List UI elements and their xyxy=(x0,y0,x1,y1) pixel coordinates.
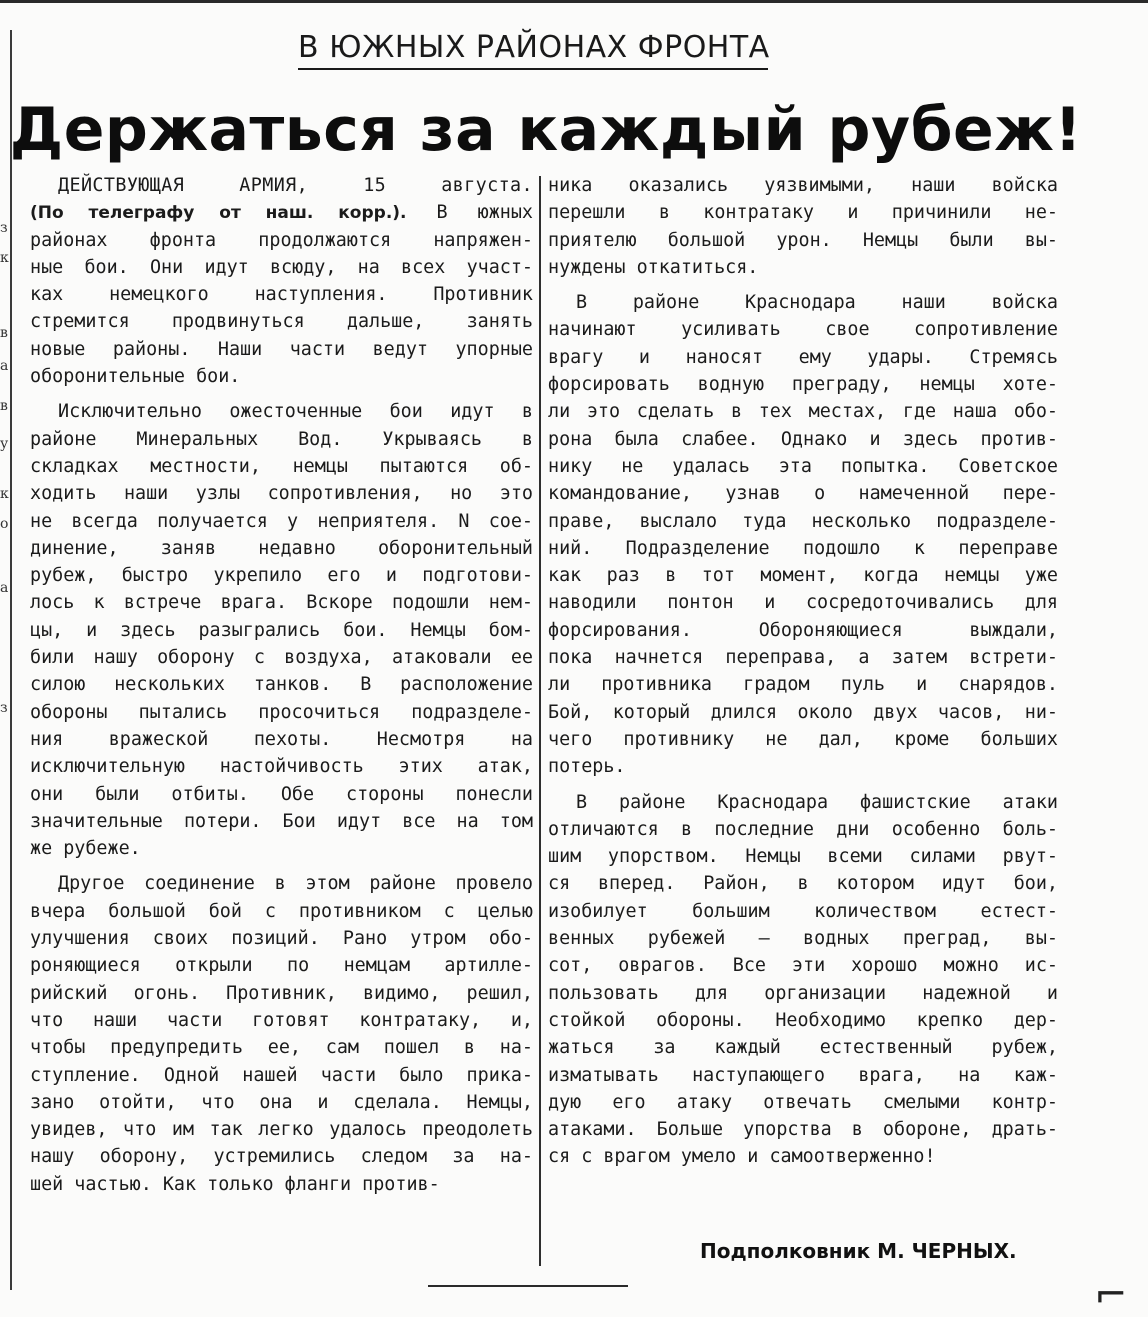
text-line: перешли в контратаку и причинили не- xyxy=(548,202,1058,224)
text-line: пока начнется переправа, а затем встрети- xyxy=(548,647,1058,669)
text-line: что наши части готовят контратаку, и, xyxy=(30,1009,533,1031)
text-line: наводили понтон и сосредоточивались для xyxy=(548,592,1058,614)
text-line: районах фронта продолжаются напряжен- xyxy=(30,229,533,251)
text-line: Другое соединение в этом районе провело xyxy=(58,873,533,895)
text-line: ДЕЙСТВУЮЩАЯ АРМИЯ, 15 августа. xyxy=(58,175,533,196)
left-column-rule xyxy=(10,30,12,1290)
text-line: не всегда получается у неприятеля. N сое- xyxy=(30,510,533,532)
text-line: шим упорством. Немцы всеми силами рвут- xyxy=(548,846,1058,868)
text-line: зано отойти, что она и сделала. Немцы, xyxy=(30,1091,533,1113)
text-line: цы, и здесь разыгрались бои. Немцы бом- xyxy=(30,619,533,641)
gutter-fragment: а xyxy=(0,358,9,374)
text-line: обороны пытались просочиться подразделе- xyxy=(30,701,533,723)
gutter-fragment: к xyxy=(0,486,9,502)
paragraph-break xyxy=(548,781,1058,789)
text-line: нашу оборону, устремились следом за на- xyxy=(30,1146,533,1168)
text-line: лось к встрече врага. Вскоре подошли нем- xyxy=(30,592,533,614)
section-rubric: В ЮЖНЫХ РАЙОНАХ ФРОНТА xyxy=(298,30,770,65)
text-line: рона была слабее. Однако и здесь против- xyxy=(548,428,1058,450)
text-line: ли это сделать в тех местах, где наша обо- xyxy=(548,401,1058,423)
text-line: форсировать водную преграду, немцы хоте- xyxy=(548,374,1058,396)
paragraph-break xyxy=(30,390,533,398)
text-line: ходить наши узлы сопротивления, но это xyxy=(30,483,533,505)
text-line: стремится продвинуться дальше, занять xyxy=(30,311,533,333)
text-line: увидев, что им так легко удалось преодолеть xyxy=(30,1119,533,1141)
text-line: оборонительные бои. xyxy=(30,366,241,388)
rubric-underline xyxy=(298,68,768,70)
text-line: (По телеграфу от наш. корр.). В южных xyxy=(30,202,533,224)
author-signature: Подполковник М. ЧЕРНЫХ. xyxy=(700,1239,1017,1263)
text-line: складках местности, немцы пытаются об- xyxy=(30,455,533,477)
text-line: ные бои. Они идут всюду, на всех участ- xyxy=(30,256,533,278)
text-line: роняющиеся открыли по немцам артилле- xyxy=(30,955,533,977)
article-column-left xyxy=(30,172,533,1198)
text-line: чего противнику не дал, кроме больших xyxy=(548,728,1058,750)
text-line: форсирования. Обороняющиеся выждали, xyxy=(548,619,1058,641)
text-line: потерь. xyxy=(548,756,626,778)
telegraph-credit: (По телеграфу от наш. корр.). xyxy=(30,203,407,224)
top-border-rule xyxy=(0,0,1148,3)
paragraph-break xyxy=(548,281,1058,289)
text-line: силою нескольких танков. В расположение xyxy=(30,674,533,696)
text-line: же рубеже. xyxy=(30,838,141,860)
paragraph-break xyxy=(30,862,533,870)
text-line: значительные потери. Бои идут все на том xyxy=(30,810,533,832)
text-line: дую его атаку отвечать смелыми контр- xyxy=(548,1091,1058,1113)
text-line: ся с врагом умело и самоотверженно! xyxy=(548,1146,936,1168)
text-line: шей частью. Как только фланги против- xyxy=(30,1173,440,1195)
text-line: начинают усиливать свое сопротивление xyxy=(548,319,1058,341)
text-line: динение, заняв недавно оборонительный xyxy=(30,537,533,559)
text-line: чтобы предупредить ее, сам пошел в на- xyxy=(30,1037,533,1059)
article-headline: Держаться за каждый рубеж! xyxy=(9,95,1083,165)
gutter-fragment: к xyxy=(0,250,9,266)
text-line: В районе Краснодара наши войска xyxy=(576,292,1058,314)
text-line: Бой, который длился около двух часов, ни- xyxy=(548,701,1058,723)
corner-fragment-mark: ⌐ xyxy=(1094,1272,1128,1318)
article-column-right xyxy=(548,172,1058,1171)
gutter-fragment: о xyxy=(0,516,9,532)
gutter-fragment: а xyxy=(0,580,9,596)
text-line: улучшения своих позиций. Рано утром обо- xyxy=(30,928,533,950)
text-line: изматывать наступающего врага, на каж- xyxy=(548,1064,1058,1086)
gutter-fragment: з xyxy=(0,700,8,716)
text-line: ника оказались уязвимыми, наши войска xyxy=(548,175,1058,196)
article-end-rule xyxy=(428,1285,628,1287)
gutter-fragment: у xyxy=(0,436,9,452)
text-line: как раз в тот момент, когда немцы уже xyxy=(548,565,1058,587)
text-line: командование, узнав о намеченной пере- xyxy=(548,483,1058,505)
text-line: жаться за каждый естественный рубеж, xyxy=(548,1037,1058,1059)
text-line: венных рубежей — водных преград, вы- xyxy=(548,928,1058,950)
gutter-fragment: в xyxy=(0,325,8,341)
text-line: ках немецкого наступления. Противник xyxy=(30,284,533,306)
text-line: рубеж, быстро укрепило его и подготови- xyxy=(30,565,533,587)
text-line: районе Минеральных Вод. Укрываясь в xyxy=(30,428,533,450)
text-line: сот, оврагов. Все эти хорошо можно ис- xyxy=(548,955,1058,977)
text-line: В районе Краснодара фашистские атаки xyxy=(576,791,1058,813)
text-line: атаками. Больше упорства в обороне, драть- xyxy=(548,1119,1058,1141)
text-line: отличаются в последние дни особенно боль- xyxy=(548,818,1058,840)
text-line: ся вперед. Район, в котором идут бои, xyxy=(548,873,1058,895)
text-line: приятелю большой урон. Немцы были вы- xyxy=(548,229,1058,251)
text-line: рийский огонь. Противник, видимо, решил, xyxy=(30,982,533,1004)
text-line: они были отбиты. Обе стороны понесли xyxy=(30,783,533,805)
text-line: Исключительно ожесточенные бои идут в xyxy=(58,401,533,423)
text-line: вчера большой бой с противником с целью xyxy=(30,900,533,922)
text-line: ния вражеской пехоты. Несмотря на xyxy=(30,728,533,750)
text-line: ступление. Одной нашей части было прика- xyxy=(30,1064,533,1086)
gutter-fragment: з xyxy=(0,220,8,236)
text-line: нику не удалась эта попытка. Советское xyxy=(548,455,1058,477)
text-line: нуждены откатиться. xyxy=(548,256,759,278)
text-line: новые районы. Наши части ведут упорные xyxy=(30,338,533,360)
text-line: изобилует большим количеством естест- xyxy=(548,900,1058,922)
text-line: стойкой обороны. Необходимо крепко дер- xyxy=(548,1009,1058,1031)
text-line: врагу и наносят ему удары. Стремясь xyxy=(548,346,1058,368)
gutter-fragment: в xyxy=(0,398,8,414)
text-line: ний. Подразделение подошло к переправе xyxy=(548,537,1058,559)
text-line: ли противника градом пуль и снарядов. xyxy=(548,674,1058,696)
text-line: пользовать для организации надежной и xyxy=(548,982,1058,1004)
text-line: праве, выслало туда несколько подразделе- xyxy=(548,510,1058,532)
column-divider xyxy=(539,176,541,1266)
text-line: исключительную настойчивость этих атак, xyxy=(30,756,533,778)
text-line: били нашу оборону с воздуха, атаковали ее xyxy=(30,647,533,669)
